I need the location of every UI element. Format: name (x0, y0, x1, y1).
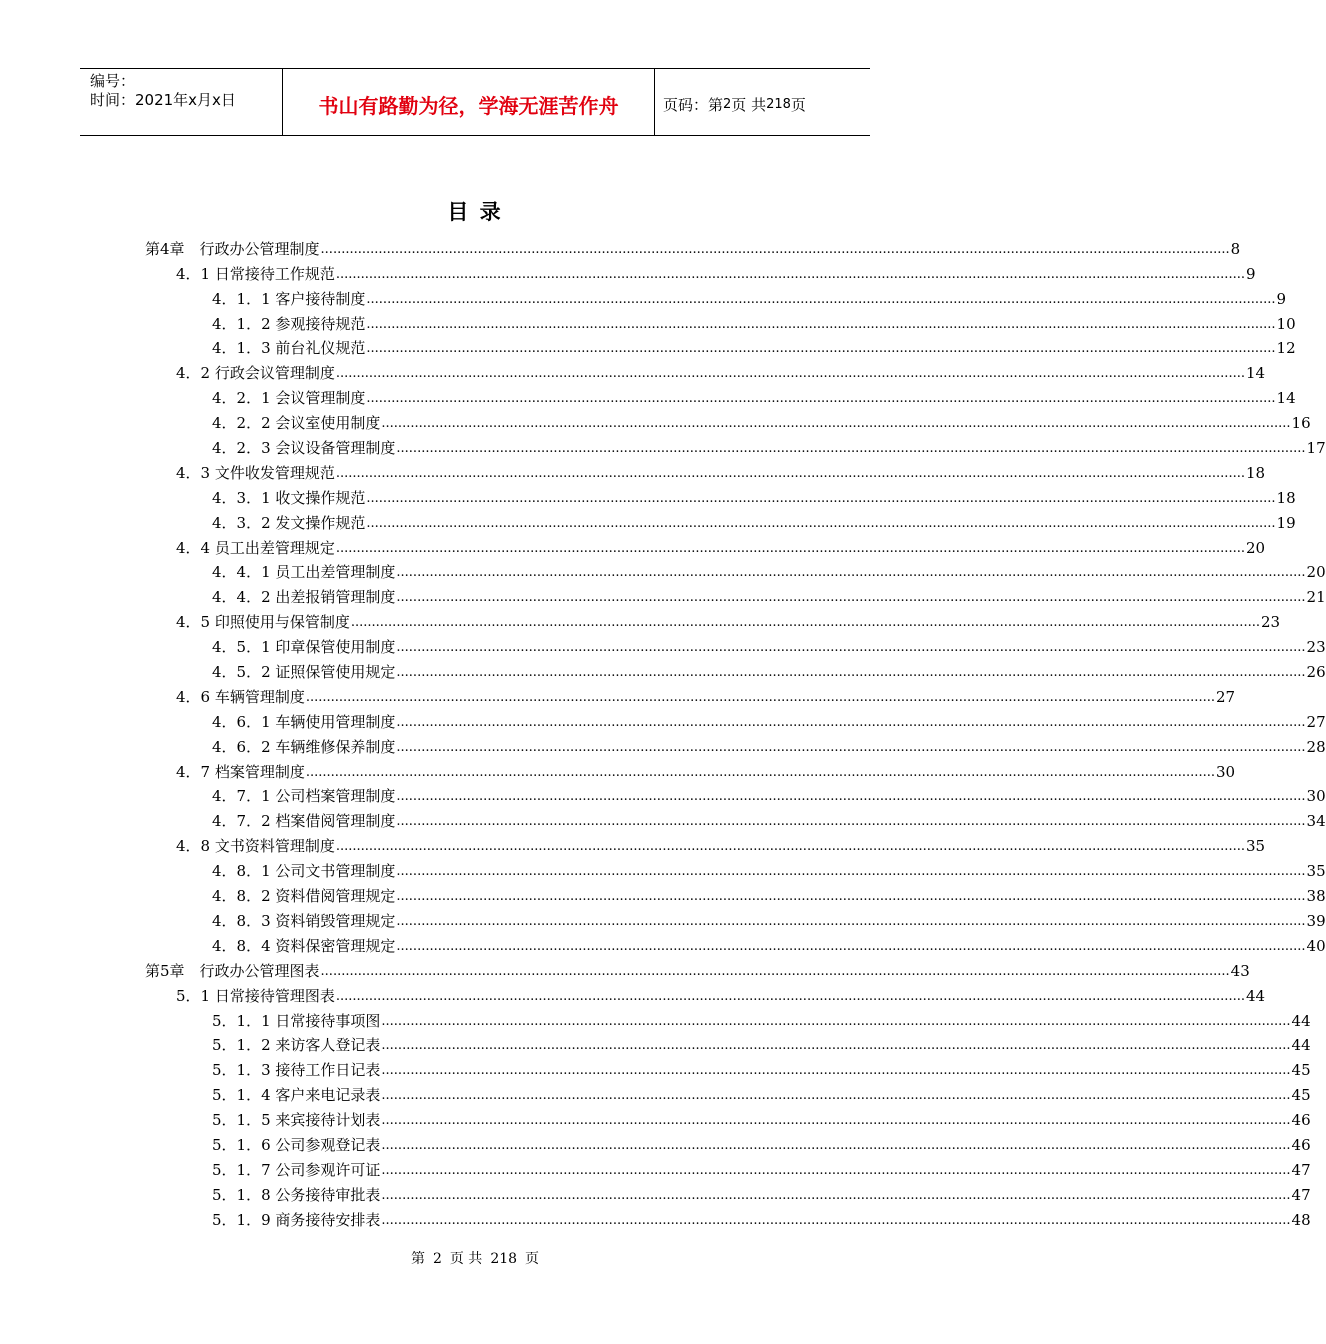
toc-leader-dots: ............................................................................................................................................................................................................................ (335, 988, 1245, 1004)
toc-leader-dots: ............................................................................................................................................................................................................................ (396, 640, 1306, 656)
toc-entry-page: 21 (1306, 588, 1326, 607)
toc-entry[interactable] (0, 259, 1256, 284)
toc-entry[interactable] (0, 632, 1326, 657)
toc-leader-dots: ............................................................................................................................................................................................................................ (366, 291, 1276, 307)
header-page-end: 页 (790, 95, 806, 114)
toc-entry-label: 4．4 员工出差管理规定 (176, 538, 335, 557)
toc-leader-dots: ............................................................................................................................................................................................................................ (366, 515, 1276, 531)
toc-entry[interactable] (0, 234, 1241, 259)
toc-leader-dots: ............................................................................................................................................................................................................................ (381, 1137, 1291, 1153)
toc-leader-dots: ............................................................................................................................................................................................................................ (335, 540, 1245, 556)
toc-entry[interactable] (0, 533, 1266, 558)
toc-entry-label: 4．8．3 资料销毁管理规定 (212, 911, 396, 930)
toc-entry-label: 第5章 行政办公管理图表 (145, 961, 320, 980)
footer-total-pages: 218 (490, 1251, 518, 1267)
toc-entry-page: 47 (1291, 1185, 1311, 1204)
toc-leader-dots: ............................................................................................................................................................................................................................ (381, 1063, 1291, 1079)
toc-entry[interactable] (0, 458, 1266, 483)
toc-entry-label: 4．1．2 参观接待规范 (212, 314, 366, 333)
toc-entry-page: 30 (1215, 762, 1236, 781)
toc-leader-dots: ............................................................................................................................................................................................................................ (366, 341, 1276, 357)
toc-leader-dots: ............................................................................................................................................................................................................................ (381, 416, 1291, 432)
toc-leader-dots: ............................................................................................................................................................................................................................ (396, 938, 1306, 954)
toc-entry-label: 4．4．2 出差报销管理制度 (212, 588, 396, 607)
toc-entry-page: 46 (1291, 1135, 1311, 1154)
toc-entry[interactable] (0, 582, 1326, 607)
toc-entry-label: 5．1．1 日常接待事项图 (212, 1011, 381, 1030)
toc-entry[interactable] (0, 334, 1296, 359)
toc-entry-page: 27 (1306, 712, 1326, 731)
toc-entry-page: 14 (1276, 389, 1296, 408)
header-motto: 书山有路勤为径，学海无涯苦作舟 (282, 69, 655, 135)
toc-entry[interactable] (0, 931, 1326, 956)
toc-entry-label: 4．7．2 档案借阅管理制度 (212, 812, 396, 831)
toc-entry[interactable] (0, 707, 1326, 732)
toc-entry[interactable] (0, 981, 1266, 1006)
header-time-label: 时间：2021年x月x日 (90, 91, 236, 109)
header-page-info (655, 69, 870, 135)
toc-entry-label: 4．3．1 收文操作规范 (212, 488, 366, 507)
toc-leader-dots: ............................................................................................................................................................................................................................ (381, 1212, 1291, 1228)
toc-entry[interactable] (0, 657, 1326, 682)
toc-entry-label: 4．8．2 资料借阅管理规定 (212, 887, 396, 906)
table-of-contents (0, 234, 1326, 1230)
toc-entry-page: 45 (1291, 1086, 1311, 1105)
header-total-pages: 218 (766, 96, 791, 112)
toc-entry[interactable] (0, 1031, 1311, 1056)
toc-leader-dots: ............................................................................................................................................................................................................................ (335, 366, 1245, 382)
toc-entry-page: 19 (1276, 513, 1296, 532)
toc-entry-label: 4．2．2 会议室使用制度 (212, 414, 381, 433)
toc-entry-page: 44 (1291, 1036, 1311, 1055)
toc-entry[interactable] (0, 906, 1326, 931)
toc-entry-page: 12 (1276, 339, 1296, 358)
toc-entry-page: 23 (1306, 638, 1326, 657)
toc-entry-page: 16 (1291, 414, 1311, 433)
toc-entry-page: 20 (1245, 538, 1266, 557)
toc-leader-dots: ............................................................................................................................................................................................................................ (381, 1187, 1291, 1203)
toc-entry-label: 4．1．3 前台礼仪规范 (212, 339, 366, 358)
toc-entry-page: 18 (1245, 463, 1266, 482)
toc-entry-label: 4．3．2 发文操作规范 (212, 513, 366, 532)
footer-page-number: 2 (432, 1251, 442, 1267)
toc-leader-dots: ............................................................................................................................................................................................................................ (396, 789, 1306, 805)
toc-entry-page: 30 (1306, 787, 1326, 806)
toc-leader-dots: ............................................................................................................................................................................................................................ (381, 1088, 1291, 1104)
toc-entry-label: 4．5．2 证照保管使用规定 (212, 663, 396, 682)
toc-entry[interactable] (0, 856, 1326, 881)
toc-entry-page: 9 (1245, 264, 1256, 283)
toc-entry[interactable] (0, 1130, 1311, 1155)
toc-entry[interactable] (0, 782, 1326, 807)
toc-entry[interactable] (0, 757, 1236, 782)
toc-entry[interactable] (0, 408, 1311, 433)
toc-entry-page: 38 (1306, 887, 1326, 906)
toc-entry-page: 26 (1306, 663, 1326, 682)
toc-entry[interactable] (0, 284, 1287, 309)
toc-entry-label: 4．1．1 客户接待制度 (212, 289, 366, 308)
toc-entry-page: 44 (1245, 986, 1266, 1005)
toc-entry[interactable] (0, 831, 1266, 856)
toc-entry-label: 4．3 文件收发管理规范 (176, 463, 335, 482)
toc-entry-page: 43 (1230, 961, 1250, 980)
toc-entry-page: 28 (1306, 737, 1326, 756)
toc-leader-dots: ............................................................................................................................................................................................................................ (381, 1013, 1291, 1029)
footer-prefix: 第 (410, 1251, 425, 1267)
toc-leader-dots: ............................................................................................................................................................................................................................ (350, 615, 1260, 631)
toc-entry-label: 5．1．5 来宾接待计划表 (212, 1111, 381, 1130)
toc-entry-page: 18 (1276, 488, 1296, 507)
toc-entry[interactable] (0, 483, 1296, 508)
toc-leader-dots: ............................................................................................................................................................................................................................ (305, 764, 1215, 780)
toc-entry-page: 34 (1306, 812, 1326, 831)
toc-entry-label: 4．5 印照使用与保管制度 (176, 613, 350, 632)
toc-entry-label: 4．4．1 员工出差管理制度 (212, 563, 396, 582)
toc-entry[interactable] (0, 508, 1296, 533)
toc-entry-page: 20 (1306, 563, 1326, 582)
toc-entry-label: 4．7．1 公司档案管理制度 (212, 787, 396, 806)
toc-entry-page: 9 (1276, 289, 1287, 308)
toc-leader-dots: ............................................................................................................................................................................................................................ (396, 739, 1306, 755)
toc-leader-dots: ............................................................................................................................................................................................................................ (320, 241, 1230, 257)
toc-leader-dots: ............................................................................................................................................................................................................................ (366, 316, 1276, 332)
header-page-number: 2 (723, 96, 732, 112)
toc-entry-label: 4．2．1 会议管理制度 (212, 389, 366, 408)
toc-entry-page: 17 (1306, 439, 1326, 458)
toc-entry-page: 44 (1291, 1011, 1311, 1030)
toc-leader-dots: ............................................................................................................................................................................................................................ (366, 490, 1276, 506)
toc-entry-page: 47 (1291, 1160, 1311, 1179)
footer-mid: 页 共 (449, 1251, 483, 1267)
toc-entry-page: 35 (1245, 837, 1266, 856)
toc-entry[interactable] (0, 558, 1326, 583)
toc-leader-dots: ............................................................................................................................................................................................................................ (381, 1038, 1291, 1054)
toc-entry-page: 48 (1291, 1210, 1311, 1229)
toc-entry-page: 46 (1291, 1111, 1311, 1130)
toc-leader-dots: ............................................................................................................................................................................................................................ (396, 665, 1306, 681)
toc-leader-dots: ............................................................................................................................................................................................................................ (335, 465, 1245, 481)
toc-leader-dots: ............................................................................................................................................................................................................................ (396, 441, 1306, 457)
toc-title: 目 录 (447, 200, 503, 224)
toc-leader-dots: ............................................................................................................................................................................................................................ (381, 1162, 1291, 1178)
toc-leader-dots: ............................................................................................................................................................................................................................ (396, 714, 1306, 730)
toc-leader-dots: ............................................................................................................................................................................................................................ (366, 391, 1276, 407)
toc-leader-dots: ............................................................................................................................................................................................................................ (396, 814, 1306, 830)
toc-entry[interactable] (0, 732, 1326, 757)
header-number-label: 编号： (90, 72, 136, 90)
toc-entry-page: 27 (1215, 687, 1236, 706)
toc-entry[interactable] (0, 881, 1326, 906)
toc-leader-dots: ............................................................................................................................................................................................................................ (396, 889, 1306, 905)
header-page-mid: 页 共 (731, 95, 767, 114)
toc-entry-label: 4．6 车辆管理制度 (176, 687, 305, 706)
toc-entry[interactable] (0, 1006, 1311, 1031)
page-footer (0, 1248, 950, 1268)
toc-entry[interactable] (0, 607, 1281, 632)
toc-entry[interactable] (0, 1155, 1311, 1180)
toc-entry[interactable] (0, 309, 1296, 334)
toc-entry-page: 10 (1276, 314, 1296, 333)
toc-entry-page: 23 (1260, 613, 1281, 632)
footer-suffix: 页 (525, 1251, 540, 1267)
toc-entry[interactable] (0, 682, 1236, 707)
toc-entry-label: 5．1 日常接待管理图表 (176, 986, 335, 1005)
toc-leader-dots: ............................................................................................................................................................................................................................ (335, 266, 1245, 282)
toc-entry-label: 4．1 日常接待工作规范 (176, 264, 335, 283)
toc-entry[interactable] (0, 1055, 1311, 1080)
toc-entry-label: 4．6．2 车辆维修保养制度 (212, 737, 396, 756)
page-header (80, 68, 870, 136)
toc-entry-label: 4．8．4 资料保密管理规定 (212, 936, 396, 955)
toc-entry-label: 4．7 档案管理制度 (176, 762, 305, 781)
toc-entry-label: 5．1．6 公司参观登记表 (212, 1135, 381, 1154)
toc-entry-label: 5．1．3 接待工作日记表 (212, 1061, 381, 1080)
header-meta (80, 69, 282, 135)
toc-entry[interactable] (0, 1180, 1311, 1205)
header-page-label: 页码：第 (663, 95, 724, 114)
toc-entry-label: 5．1．2 来访客人登记表 (212, 1036, 381, 1055)
toc-leader-dots: ............................................................................................................................................................................................................................ (396, 565, 1306, 581)
toc-entry-page: 14 (1245, 364, 1266, 383)
toc-entry-label: 4．2 行政会议管理制度 (176, 364, 335, 383)
toc-entry-label: 4．6．1 车辆使用管理制度 (212, 712, 396, 731)
toc-entry[interactable] (0, 1105, 1311, 1130)
toc-entry-page: 45 (1291, 1061, 1311, 1080)
toc-entry-page: 8 (1230, 239, 1241, 258)
toc-entry-label: 5．1．9 商务接待安排表 (212, 1210, 381, 1229)
toc-entry-label: 4．8 文书资料管理制度 (176, 837, 335, 856)
toc-leader-dots: ............................................................................................................................................................................................................................ (396, 590, 1306, 606)
toc-leader-dots: ............................................................................................................................................................................................................................ (305, 689, 1215, 705)
toc-entry-page: 39 (1306, 911, 1326, 930)
toc-entry[interactable] (0, 806, 1326, 831)
toc-leader-dots: ............................................................................................................................................................................................................................ (381, 1113, 1291, 1129)
toc-entry[interactable] (0, 433, 1326, 458)
toc-entry-label: 5．1．7 公司参观许可证 (212, 1160, 381, 1179)
toc-leader-dots: ............................................................................................................................................................................................................................ (335, 839, 1245, 855)
toc-leader-dots: ............................................................................................................................................................................................................................ (396, 913, 1306, 929)
toc-leader-dots: ............................................................................................................................................................................................................................ (320, 963, 1230, 979)
toc-entry-label: 4．5．1 印章保管使用制度 (212, 638, 396, 657)
toc-entry[interactable] (0, 358, 1266, 383)
toc-entry-label: 5．1．8 公务接待审批表 (212, 1185, 381, 1204)
toc-entry-page: 40 (1306, 936, 1326, 955)
toc-entry-label: 5．1．4 客户来电记录表 (212, 1086, 381, 1105)
toc-entry[interactable] (0, 383, 1296, 408)
toc-entry-label: 4．8．1 公司文书管理制度 (212, 862, 396, 881)
toc-entry[interactable] (0, 1080, 1311, 1105)
toc-entry-label: 第4章 行政办公管理制度 (145, 239, 320, 258)
toc-entry-page: 35 (1306, 862, 1326, 881)
toc-entry[interactable] (0, 956, 1250, 981)
toc-entry-label: 4．2．3 会议设备管理制度 (212, 439, 396, 458)
toc-leader-dots: ............................................................................................................................................................................................................................ (396, 864, 1306, 880)
toc-entry[interactable] (0, 1205, 1311, 1230)
